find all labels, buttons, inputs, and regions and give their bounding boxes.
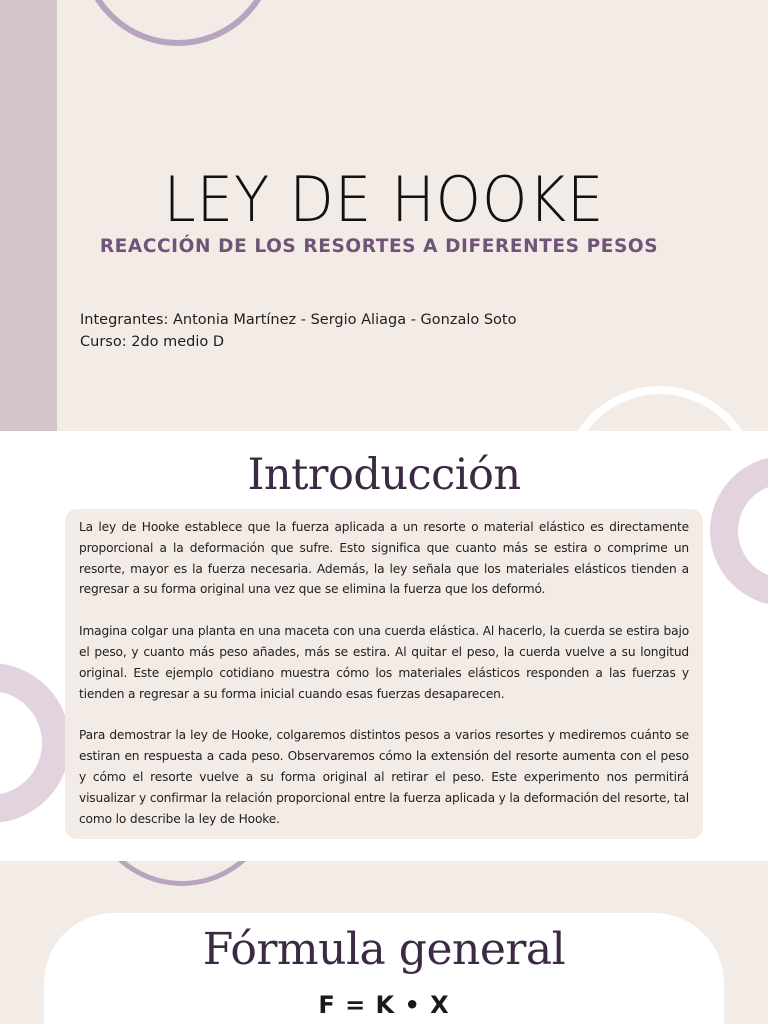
course-line: Curso: 2do medio D: [80, 334, 225, 350]
ring-decoration-left: [0, 663, 70, 823]
intro-paragraph-1: La ley de Hooke establece que la fuerza aplicada a un resorte o material elástico es directamente proporcional a la deformación que sufre. Esto significa que cuanto más se estira o comprime un resorte, mayor es la fuerza necesaria. Además, la ley señala que los materiales elásticos tienden a regresar a su forma original una vez que se elimina la fuerza que los deformó.: [79, 520, 689, 597]
formula-slide: [0, 861, 768, 1024]
ring-decoration-formula: [82, 861, 282, 886]
credits-block: [80, 309, 516, 353]
formula-equation: F = K • X: [318, 991, 450, 1019]
formula-heading: Fórmula general: [202, 924, 566, 975]
intro-text-box: [65, 509, 703, 839]
ring-decoration-top: [80, 0, 276, 46]
main-title: LEY DE HOOKE: [163, 163, 605, 236]
ring-decoration-bottom: [562, 386, 758, 431]
intro-slide: [0, 431, 768, 861]
intro-heading: Introducción: [247, 450, 521, 500]
intro-paragraph-2: Imagina colgar una planta en una maceta con una cuerda elástica. Al hacerlo, la cuerda se estira bajo el peso, y cuanto más peso añades, más se estira. Al quitar el peso, la cuerda vuelve a su longitud original. Este ejemplo cotidiano muestra cómo los materiales elásticos responden a las fuerzas y tienden a regresar a su forma inicial cuando esas fuerzas desaparecen.: [79, 624, 689, 701]
title-slide: [0, 0, 768, 431]
members-line: Integrantes: Antonia Martínez - Sergio Aliaga - Gonzalo Soto: [80, 312, 517, 328]
intro-paragraph-3: Para demostrar la ley de Hooke, colgaremos distintos pesos a varios resortes y mediremos cuánto se estiran en respuesta a cada peso. Observaremos cómo la extensión del resorte aumenta con el peso y cómo el resorte vuelve a su forma original al retirar el peso. Este experimento nos permitirá visualizar y confirmar la relación proporcional entre la fuerza aplicada y la deformación del resorte, tal como lo describe la ley de Hooke.: [79, 728, 689, 826]
subtitle: REACCIÓN DE LOS RESORTES A DIFERENTES PESOS: [99, 236, 659, 257]
